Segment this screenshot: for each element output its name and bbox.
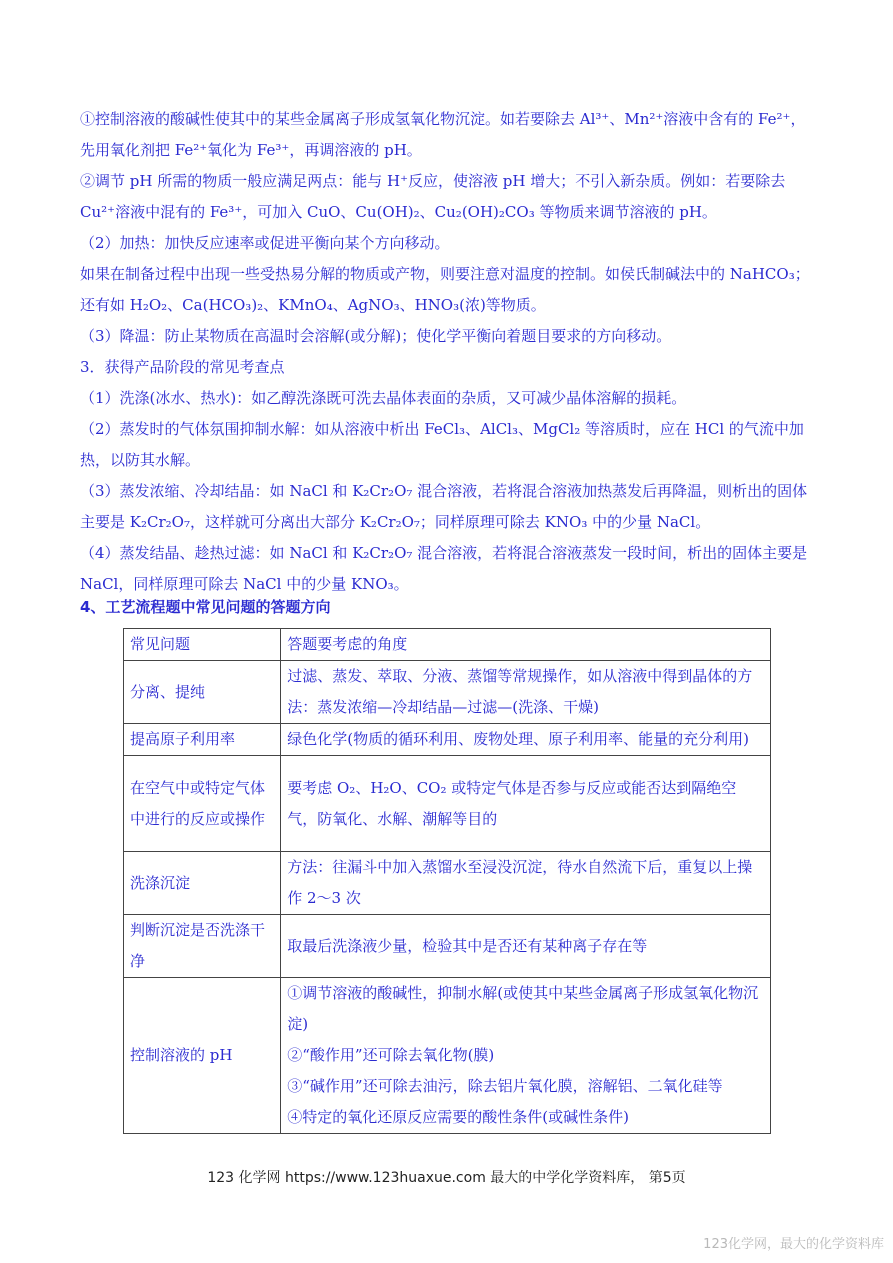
paragraph: （1）洗涤(冰水、热水)：如乙醇洗涤既可洗去晶体表面的杂质，又可减少晶体溶解的损耗。 [80, 389, 687, 407]
table-header-cell: 常见问题 [124, 629, 281, 661]
table-header-row [124, 629, 771, 661]
table-row [124, 756, 771, 852]
paragraph: （3）降温：防止某物质在高温时会溶解(或分解)；使化学平衡向着题目要求的方向移动。 [80, 327, 672, 345]
watermark: 123化学网，最大的化学资料库 [703, 1237, 884, 1252]
answer-line: 取最后洗涤液少量，检验其中是否还有某种离子存在等 [287, 936, 648, 955]
answer-direction-table [123, 628, 771, 1134]
paragraph: （3）蒸发浓缩、冷却结晶：如 NaCl 和 K₂Cr₂O₇ 混合溶液，若将混合溶液加热蒸发后再降温，则析出的固体主要是 K₂Cr₂O₇，这样就可分离出大部分 K₂Cr₂O₇；同样原理可除去 KNO₃ 中的少量 NaCl。 [80, 482, 808, 531]
answer-cell [281, 661, 771, 724]
paragraph: （2）加热：加快反应速率或促进平衡向某个方向移动。 [80, 234, 450, 252]
answer-line: 方法：往漏斗中加入蒸馏水至浸没沉淀，待水自然流下后，重复以上操作 2～3 次 [287, 858, 753, 907]
answer-cell [281, 915, 771, 978]
section-heading: 4、工艺流程题中常见问题的答题方向 [80, 598, 331, 616]
question-cell: 分离、提纯 [124, 661, 281, 724]
answer-line: 绿色化学(物质的循环利用、废物处理、原子利用率、能量的充分利用) [287, 730, 749, 748]
paragraph: ①控制溶液的酸碱性使其中的某些金属离子形成氢氧化物沉淀。如若要除去 Al³⁺、Mn²⁺溶液中含有的 Fe²⁺，先用氧化剂把 Fe²⁺氧化为 Fe³⁺，再调溶液的 pH。 [80, 110, 806, 159]
paragraph: 3．获得产品阶段的常见考查点 [80, 358, 285, 376]
question-cell: 判断沉淀是否洗涤干净 [124, 915, 281, 978]
answer-cell [281, 852, 771, 915]
paragraph: 如果在制备过程中出现一些受热易分解的物质或产物，则要注意对温度的控制。如侯氏制碱法中的 NaHCO₃；还有如 H₂O₂、Ca(HCO₃)₂、KMnO₄、AgNO₃、HNO₃(浓)等物质。 [80, 265, 810, 314]
question-cell: 控制溶液的 pH [124, 978, 281, 1134]
answer-cell [281, 756, 771, 852]
table-row [124, 978, 771, 1134]
answer-line: ③“碱作用”还可除去油污，除去铝片氧化膜，溶解铝、二氧化硅等 [287, 1077, 723, 1095]
answer-line: ①调节溶液的酸碱性，抑制水解(或使其中某些金属离子形成氢氧化物沉淀) [287, 984, 759, 1033]
answer-line: 过滤、蒸发、萃取、分液、蒸馏等常规操作，如从溶液中得到晶体的方法：蒸发浓缩—冷却结晶—过滤—(洗涤、干燥) [287, 667, 753, 716]
paragraph: ②调节 pH 所需的物质一般应满足两点：能与 H⁺反应，使溶液 pH 增大；不引入新杂质。例如：若要除去 Cu²⁺溶液中混有的 Fe³⁺，可加入 CuO、Cu(OH)₂、Cu₂(OH)₂CO₃ 等物质来调节溶液的 pH。 [80, 172, 786, 221]
table-row [124, 724, 771, 756]
question-cell: 洗涤沉淀 [124, 852, 281, 915]
table-header-cell: 答题要考虑的角度 [281, 629, 771, 661]
answer-cell [281, 724, 771, 756]
table-row [124, 661, 771, 724]
answer-cell [281, 978, 771, 1134]
page-footer: 123 化学网 https://www.123huaxue.com 最大的中学化学资料库， 第5页 [207, 1170, 686, 1186]
answer-line: ②“酸作用”还可除去氧化物(膜) [287, 1046, 495, 1064]
answer-line: 要考虑 O₂、H₂O、CO₂ 或特定气体是否参与反应或能否达到隔绝空气，防氧化、水解、潮解等目的 [287, 778, 737, 828]
paragraph-block-1 [80, 104, 810, 600]
table-row [124, 915, 771, 978]
paragraph: （2）蒸发时的气体氛围抑制水解：如从溶液中析出 FeCl₃、AlCl₃、MgCl₂ 等溶质时，应在 HCl 的气流中加热，以防其水解。 [80, 420, 804, 469]
question-cell: 在空气中或特定气体中进行的反应或操作 [124, 756, 281, 852]
answer-line: ④特定的氧化还原反应需要的酸性条件(或碱性条件) [287, 1108, 629, 1126]
table-row [124, 852, 771, 915]
question-cell: 提高原子利用率 [124, 724, 281, 756]
paragraph: （4）蒸发结晶、趁热过滤：如 NaCl 和 K₂Cr₂O₇ 混合溶液，若将混合溶液蒸发一段时间，析出的固体主要是 NaCl，同样原理可除去 NaCl 中的少量 KNO₃。 [80, 544, 808, 593]
